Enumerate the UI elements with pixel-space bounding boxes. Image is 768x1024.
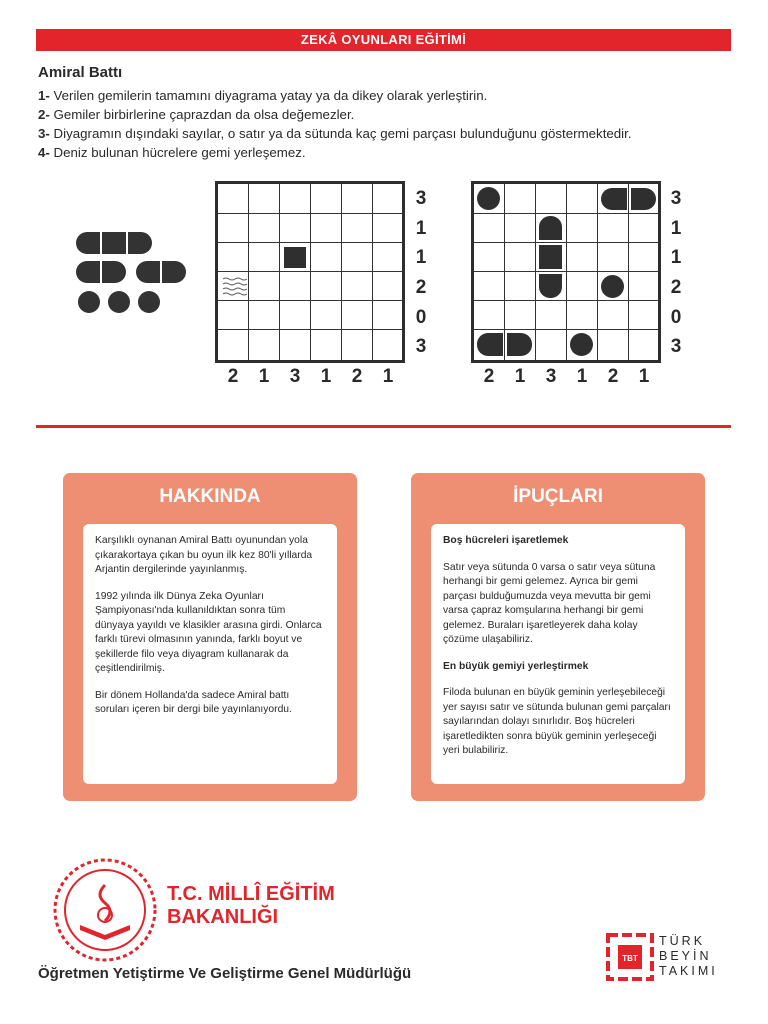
row-clue: 1 — [670, 247, 682, 268]
row-clue: 3 — [670, 336, 682, 357]
col-clue: 1 — [258, 366, 270, 387]
tip-heading: Boş hücreleri işaretlemek — [443, 535, 569, 546]
rule-item: 2- Gemiler birbirlerine çaprazdan da olsa değemezler. — [38, 107, 355, 122]
ship-segment — [539, 216, 562, 240]
svg-text:TBT: TBT — [622, 954, 638, 963]
col-clue: 1 — [514, 366, 526, 387]
ship-segment — [539, 245, 562, 269]
row-clue: 3 — [415, 336, 427, 357]
row-clue: 2 — [670, 277, 682, 298]
about-paragraph: Karşılıklı oynanan Amiral Battı oyunundan yola çıkarakortaya çıkan bu oyun ilk kez 80'li yıllarda Arjantin dergilerinde yayınlanmış. — [95, 535, 313, 575]
tbt-name: TÜRK BEYİN TAKIMI — [659, 934, 718, 978]
ship-segment — [570, 333, 593, 356]
row-clue: 2 — [415, 277, 427, 298]
col-clue: 1 — [382, 366, 394, 387]
ship-segment — [507, 333, 532, 356]
about-paragraph: 1992 yılında ilk Dünya Zeka Oyunları Şampiyonası'nda kullanıldıktan sonra tüm dünyaya yayıldı ve klasikler arasına girdi. Onlarca farklı türevi olmasının yanında, farklı boyut ve şekillerde filo veya diyagram kullanarak da çeşitlendirilmiş. — [95, 590, 322, 674]
footer-text: Öğretmen Yetiştirme Ve Geliştirme Genel Müdürlüğü — [38, 965, 412, 982]
col-clue: 2 — [351, 366, 363, 387]
about-panel — [63, 473, 357, 801]
ship-segment — [601, 275, 624, 298]
rule-item: 3- Diyagramın dışındaki sayılar, o satır ya da sütunda kaç gemi parçası bulunduğunu göstermektedir. — [38, 126, 632, 141]
tip-text: Satır veya sütunda 0 varsa o satır veya sütuna herhangi bir gemi gelemez. Ayrıca bir gemi parçası bulduğumuzda veya mevutta bir gemi varsa çapraz komşularına herhangi bir gemi gelemez. Buraları işaretleyerek daha kolay çözüme ulaşabiliriz. — [443, 561, 656, 645]
ministry-title: T.C. MİLLÎ EĞİTİM BAKANLIĞI — [167, 883, 335, 928]
col-clue: 3 — [545, 366, 557, 387]
col-clue: 3 — [289, 366, 301, 387]
col-clue: 2 — [227, 366, 239, 387]
section-divider — [36, 425, 731, 428]
col-clue: 2 — [483, 366, 495, 387]
about-body — [83, 524, 337, 784]
puzzle-grid — [215, 181, 405, 363]
game-title: Amiral Battı — [38, 64, 123, 81]
tips-panel — [411, 473, 705, 801]
col-clue: 1 — [320, 366, 332, 387]
ship-segment — [477, 187, 500, 210]
ministry-logo-icon — [50, 855, 160, 965]
col-clue: 1 — [576, 366, 588, 387]
ship-segment — [477, 333, 503, 356]
tips-title: İPUÇLARI — [513, 486, 603, 507]
tips-body — [431, 524, 685, 784]
tip-heading: En büyük gemiyi yerleştirmek — [443, 660, 589, 672]
ship-fleet — [76, 230, 188, 315]
col-clue: 2 — [607, 366, 619, 387]
rule-item: 1- Verilen gemilerin tamamını diyagrama yatay ya da dikey olarak yerleştirin. — [38, 88, 488, 103]
solution-grid — [471, 181, 661, 363]
row-clue: 1 — [415, 247, 427, 268]
rule-item: 4- Deniz bulunan hücrelere gemi yerleşemez. — [38, 145, 306, 160]
tbt-logo-icon — [605, 932, 655, 982]
row-clue: 0 — [415, 307, 427, 328]
row-clue: 1 — [415, 218, 427, 239]
given-ship-segment — [284, 247, 306, 268]
header-banner: ZEKÂ OYUNLARI EĞİTİMİ — [36, 29, 731, 51]
ship-segment — [601, 188, 627, 210]
rules-list — [38, 86, 728, 162]
tip-text: Filoda bulunan en büyük geminin yerleşebileceği yer sayısı satır ve sütunda bulunan gemi parçaları sayılarından dolayı sınırlıdır. Boş hücreleri işaretledikten sonra büyük geminin yerleşeceği yeri bulabiliriz. — [443, 687, 671, 756]
ship-segment — [539, 274, 562, 298]
col-clue: 1 — [638, 366, 650, 387]
row-clue: 3 — [670, 188, 682, 209]
row-clue: 0 — [670, 307, 682, 328]
about-title: HAKKINDA — [159, 486, 261, 507]
about-paragraph: Bir dönem Hollanda'da sadece Amiral battı soruları içeren bir dergi bile yayınlanıyordu. — [95, 689, 292, 715]
sea-cell-icon — [220, 273, 248, 299]
row-clue: 3 — [415, 188, 427, 209]
row-clue: 1 — [670, 218, 682, 239]
ship-segment — [631, 188, 656, 210]
